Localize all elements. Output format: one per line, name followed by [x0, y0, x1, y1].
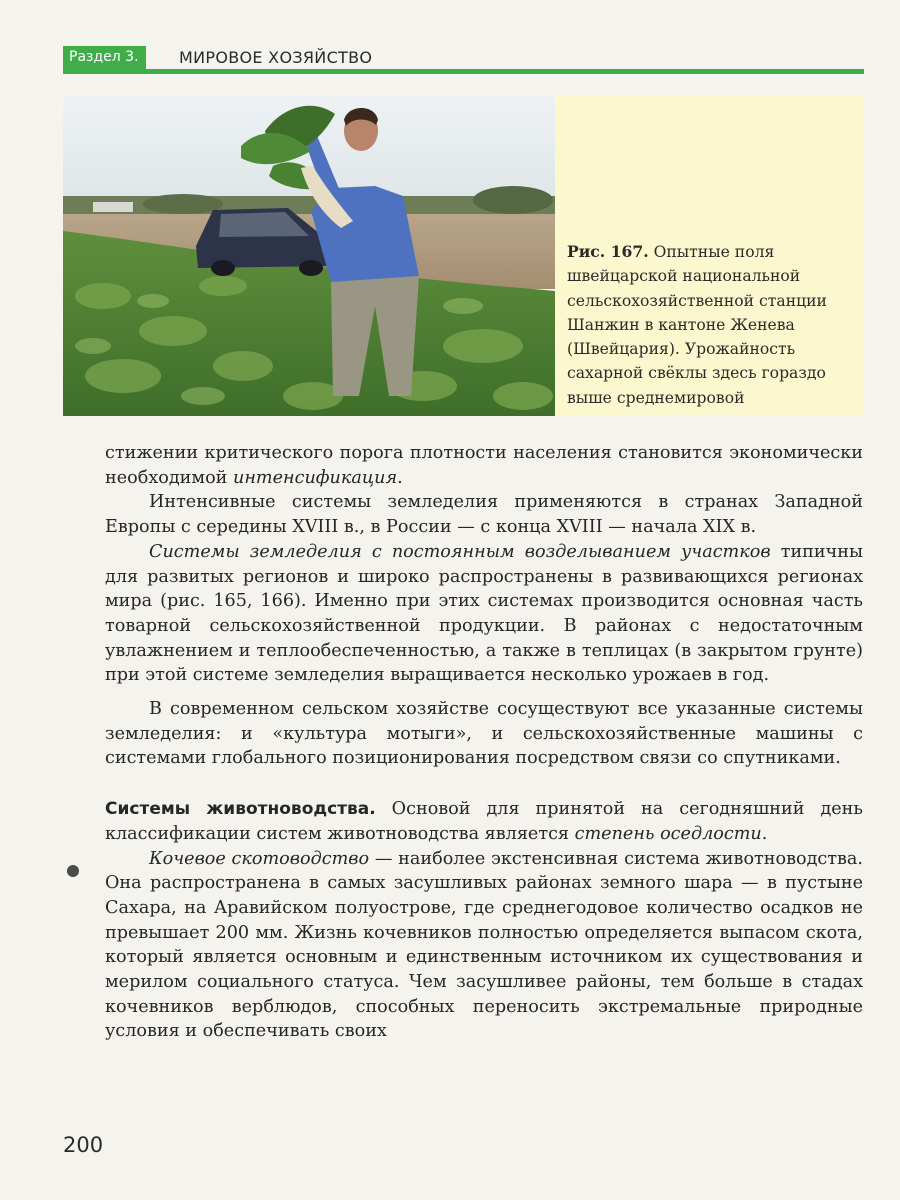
page-number: 200: [63, 1133, 104, 1157]
paragraph-1-end: .: [397, 467, 403, 488]
paragraph-6: [105, 847, 863, 1045]
paragraph-5-end: .: [761, 823, 768, 844]
paragraph-1-text: стижении критического порога плотности населения становится экономически необходимой: [105, 443, 863, 488]
term-nomadic-herding: Кочевое скотоводство: [149, 848, 370, 869]
paragraph-5-text: Основой для принятой на сегодняшний день классификации систем животноводства является: [105, 799, 863, 844]
paragraph-5: [105, 797, 863, 846]
paragraph-6-text: — наиболее экстенсивная система животноводства. Она распространена в самых засушливых районах земного шара — в пустыне Сахара, на Аравийском полуострове, где среднегодовое количество осадков не превышает 200 мм. Жизнь кочевников полностью определяется выпасом скота, который является основным и единственным источником их существования и мерилом социального статуса. Чем засушливее районы, тем больше в стадах кочевников верблюдов, способных переносить экстремальные природные условия и обеспечивать своих: [105, 848, 863, 1042]
section-title: МИРОВОЕ ХОЗЯЙСТВО: [179, 48, 373, 67]
section-bullet-icon: [67, 865, 79, 877]
figure-caption-text: Опытные поля швейцарской национальной сельскохозяйственной станции Шанжин в кантоне Женева (Швейцария). Урожайность сахарной свёклы здесь гораздо выше среднемировой: [567, 243, 827, 407]
figure-caption: [567, 240, 859, 410]
paragraph-4: В современном сельском хозяйстве сосуществуют все указанные системы земледелия: и «культура мотыги», и сельскохозяйственные машины с системами глобального позиционирования посредством связи со спутниками.: [105, 699, 863, 769]
figure-caption-box: [555, 96, 864, 416]
figure-photo: [63, 96, 555, 416]
section-header: [63, 46, 864, 74]
term-intensification: интенсификация: [233, 467, 398, 488]
paragraph-3-text: типичны для развитых регионов и широко распространены в развивающихся регионах мира (рис. 165, 166). Именно при этих системах производится основная часть товарной сельскохозяйственной продукции. В районах с недостаточным увлажнением и теплообеспеченностью, а также в теплицах (в закрытом грунте) при этой системе земледелия выращивается несколько урожаев в год.: [105, 541, 863, 686]
section-heading-livestock: Системы животноводства.: [105, 799, 376, 820]
term-permanent-cultivation: Системы земледелия с постоянным возделыванием участков: [149, 541, 771, 562]
term-settledness: степень оседлости: [574, 823, 762, 844]
section-label: Раздел 3.: [63, 46, 146, 69]
sugar-beet-field-photo: [63, 96, 555, 416]
paragraph-1: [105, 441, 863, 490]
paragraph-3: [105, 540, 863, 688]
header-rule: [63, 69, 864, 74]
paragraph-2: Интенсивные системы земледелия применяются в странах Западной Европы с середины XVIII в., в России — с конца XVIII — начала XIX в.: [105, 492, 863, 538]
body-text: [105, 441, 863, 1044]
figure-number: Рис. 167.: [567, 242, 649, 261]
